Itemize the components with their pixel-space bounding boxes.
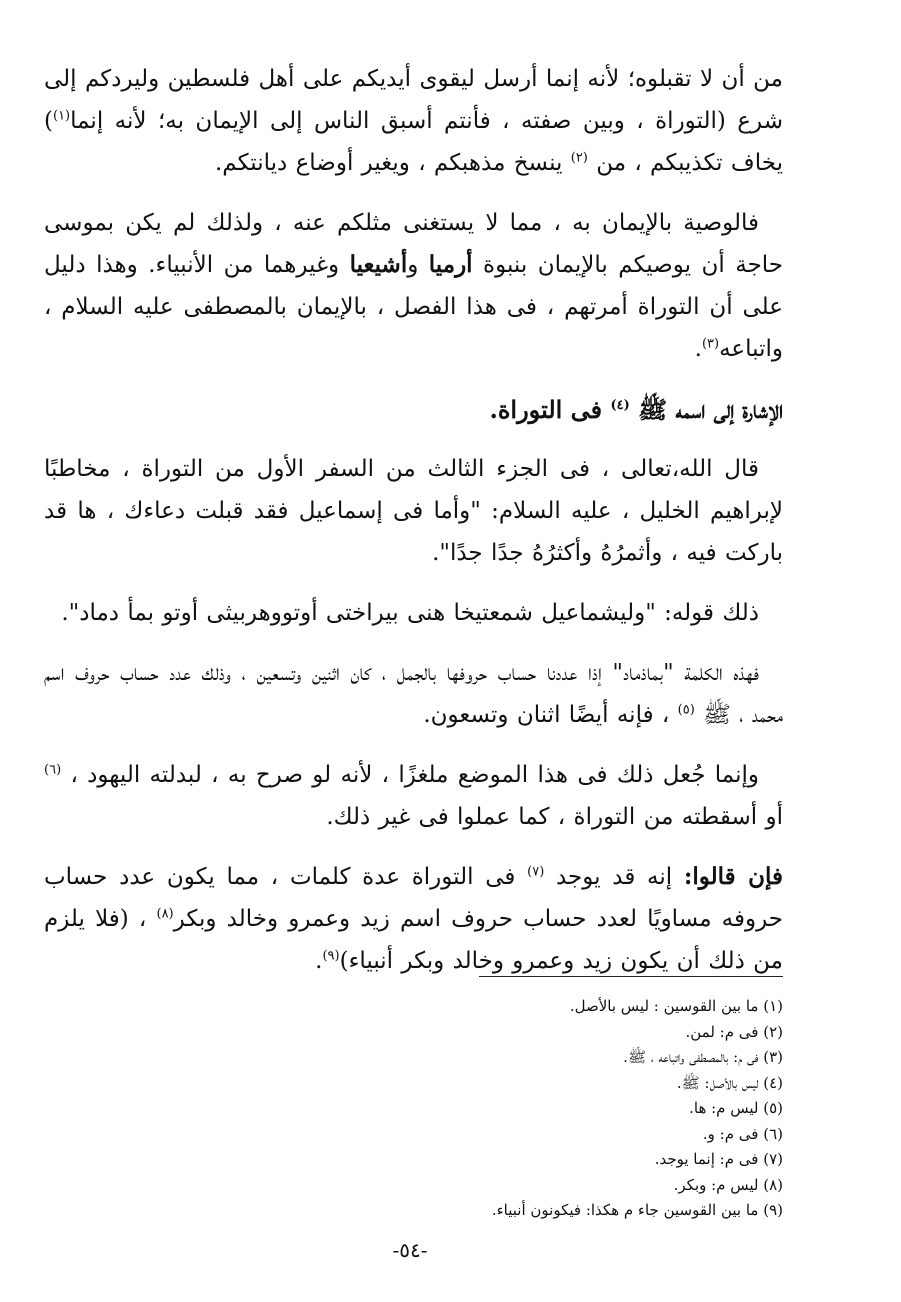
- footnote-6: (٦) فى م: و.: [702, 1124, 783, 1143]
- paragraph-6-end: أو أسقطته من التوراة ، كما عملوا فى غير ذلك.: [326, 804, 783, 830]
- paragraph-1-mid: ) يخاف تكذيبكم ، من: [44, 108, 783, 176]
- footnote-1: (١) ما بين القوسين : ليس بالأصل.: [569, 997, 783, 1015]
- footnote-2: (٢) فى م: لمن.: [685, 1022, 783, 1041]
- footnote-9: (٩) ما بين القوسين جاء م هكذا: فيكونون أنبياء.: [491, 1201, 783, 1219]
- paragraph-3: قال الله،تعالى ، فى الجزء الثالث من السفر الأول من التوراة ، مخاطبًا لإبراهيم الخليل ، عليه السلام: "وأما فى إسماعيل فقد قبلت دعاءك ، ها قد باركت فيه ، وأثمرُهُ وأكثرُهُ جدًا جدًا".: [44, 456, 783, 566]
- paragraph-5: [44, 652, 783, 736]
- footnote-ref-4[interactable]: (٤): [610, 398, 630, 413]
- paragraph-6: [44, 754, 783, 838]
- footnote-ref-2[interactable]: (٢): [570, 150, 588, 166]
- footnote-ref-1[interactable]: (١): [52, 108, 71, 124]
- footnote-ref-9[interactable]: (٩): [322, 948, 340, 964]
- footnote-ref-3[interactable]: (٣): [701, 336, 720, 352]
- name-armia: أرميا: [428, 251, 473, 278]
- footnote-3: (٣) فى م: بالمصطفى واتباعه ، ﷺ.: [623, 1048, 783, 1066]
- paragraph-5-end: ، فإنه أيضًا اثنان وتسعون.: [423, 702, 670, 728]
- name-ashiya: أشيعيا: [349, 251, 408, 278]
- paragraph-7-mid: فى التوراة عدة كلمات ، مما يكون عدد حساب حروفه مساويًا لعدد حساب حروف اسم زيد وعمرو وخالد وبكر: [44, 864, 784, 932]
- section-heading: [44, 388, 783, 432]
- paragraph-4: ذلك قوله: "وليشماعيل شمعتيخا هنى بيراختى أوتووهربيثى أوتو بمأ دماد".: [61, 600, 759, 626]
- paragraph-7-mid2: ، (فلا يلزم من ذلك أن يكون زيد وعمرو وخالد وبكر أنبياء): [44, 906, 783, 974]
- footnotes: [283, 994, 783, 1224]
- footnote-7: (٧) فى م: إنما يوجد.: [654, 1150, 783, 1168]
- footnote-ref-6[interactable]: (٦): [44, 762, 62, 778]
- paragraph-1: [44, 58, 783, 184]
- paragraph-2: [44, 202, 783, 370]
- section-heading-text: الإشارة إلى اسمه ﷺ: [638, 395, 783, 424]
- footnote-ref-7[interactable]: (٧): [527, 864, 545, 880]
- footnote-divider: [479, 976, 783, 977]
- paragraph-7: [44, 856, 783, 982]
- paragraph-2-end: .: [694, 336, 702, 362]
- section-heading-end: فى التوراة.: [489, 395, 603, 424]
- paragraph-7-text: إنه قد يوجد: [555, 864, 673, 890]
- footnote-ref-8[interactable]: (٨): [156, 906, 174, 922]
- footnote-ref-5[interactable]: (٥): [677, 702, 695, 718]
- paragraph-1-end: ينسخ مذهبكم ، ويغير أوضاع ديانتكم.: [214, 150, 563, 176]
- paragraph-2-conjunction: و: [407, 252, 419, 278]
- paragraph-5-text: فهذه الكلمة "بماذماد" إذا عددنا حساب حروفها بالجمل ، كان اثنين وتسعين ، وذلك عدد حساب حروف اسم محمد ، ﷺ: [44, 660, 783, 728]
- paragraph-1-text: من أن لا تقبلوه؛ لأنه إنما أرسل ليقوى أيديكم على أهل فلسطين وليردكم إلى شرع (التوراة ، وبين صفته ، فأنتم أسبق الناس إلى الإيمان به؛ لأنه إنما: [44, 66, 783, 134]
- paragraph-6-text: وإنما جُعل ذلك فى هذا الموضع ملغزًا ، لأنه لو صرح به ، لبدلته اليهود ،: [70, 762, 760, 788]
- paragraph-7-end: .: [315, 948, 323, 974]
- paragraph-2-text: فالوصية بالإيمان به ، مما لا يستغنى مثلكم عنه ، ولذلك لم يكن بموسى حاجة أن يوصيكم بالإيمان بنبوة: [44, 210, 784, 278]
- footnote-8: (٨) ليس م: وبكر.: [673, 1175, 783, 1194]
- main-text: [44, 58, 783, 1000]
- page-number: -٥٤-: [392, 1238, 428, 1262]
- paragraph-7-lead: فإن قالوا:: [683, 863, 783, 890]
- paragraph-2-rest: وغيرهما من الأنبياء. وهذا دليل على أن التوراة أمرتهم ، فى هذا الفصل ، بالإيمان بالمصطفى عليه السلام ، واتباعه: [44, 252, 783, 362]
- footnote-5: (٥) ليس م: ها.: [689, 1099, 783, 1117]
- footnote-4: (٤) ليس بالأصل: ﷺ.: [676, 1073, 783, 1092]
